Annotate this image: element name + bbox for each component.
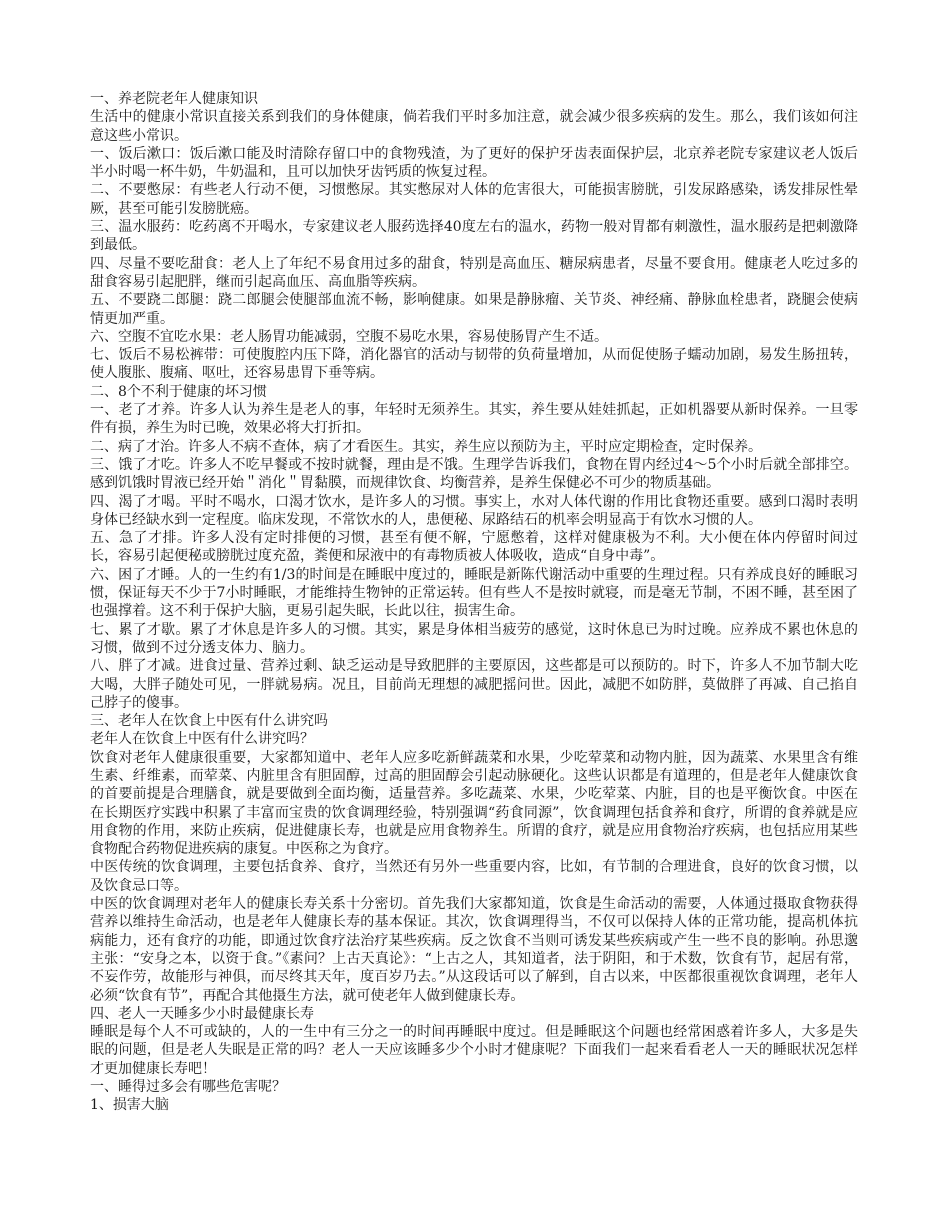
paragraph: 一、饭后漱口：饭后漱口能及时清除存留口中的食物残渣，为了更好的保护牙齿表面保护层，北京养老院专家建议老人饭后半小时喝一杯牛奶，牛奶温和，且可以加快牙齿钙质的恢复过程。 [90,145,858,181]
paragraph: 睡眠是每个人不可或缺的，人的一生中有三分之一的时间再睡眠中度过。但是睡眠这个问题也经常困惑着许多人，大多是失眠的问题，但是老人失眠是正常的吗？老人一天应该睡多少个小时才健康呢？下面我们一起来看看老人一天的睡眠状况怎样才更加健康长寿吧！ [90,1024,858,1077]
paragraph: 中医的饮食调理对老年人的健康长寿关系十分密切。首先我们大家都知道，饮食是生命活动的需要，人体通过摄取食物获得营养以维持生命活动，也是老年人健康长寿的基本保证。其次，饮食调理得当，不仅可以保持人体的正常功能，提高机体抗病能力，还有食疗的功能，即通过饮食疗法治疗某些疾病。反之饮食不当则可诱发某些疾病或产生一些不良的影响。孙思邈主张：“安身之本，以资于食。”《素问？上古天真论》：“上古之人，其知道者，法于阴阳，和于术数，饮食有节，起居有常，不妄作劳，故能形与神俱，而尽终其天年，度百岁乃去。”从这段话可以了解到，自古以来，中医都很重视饮食调理，老年人必须“饮食有节”，再配合其他摄生方法，就可使老年人做到健康长寿。 [90,896,858,1004]
section-heading: 二、8个不利于健康的坏习惯 [90,383,267,400]
section-heading: 四、老人一天睡多少小时最健康长寿 [90,1005,314,1022]
paragraph: 七、饭后不易松裤带：可使腹腔内压下降，消化器官的活动与韧带的负荷量增加，从而促使肠子蠕动加剧，易发生肠扭转，使人腹胀、腹痛、呕吐，还容易患胃下垂等病。 [90,347,858,382]
paragraph: 三、饿了才吃。许多人不吃早餐或不按时就餐，理由是不饿。生理学告诉我们，食物在胃内经过4～5个小时后就全部排空。感到饥饿时胃液已经开始＂消化＂胃黏膜，而规律饮食、均衡营养，是养生保健必不可少的物质基础。 [90,456,858,492]
paragraph: 六、困了才睡。人的一生约有1/3的时间是在睡眠中度过的，睡眠是新陈代谢活动中重要的生理过程。只有养成良好的睡眠习惯，保证每天不少于7小时睡眠，才能维持生物钟的正常运转。但有些人不是按时就寝，而是毫无节制，不困不睡，甚至困了也强撑着。这不利于保护大脑，更易引起失眠，长此以往，损害生命。 [90,566,858,620]
paragraph: 中医传统的饮食调理，主要包括食养、食疗，当然还有另外一些重要内容，比如，有节制的合理进食，良好的饮食习惯，以及饮食忌口等。 [90,859,858,894]
paragraph: 六、空腹不宜吃水果：老人肠胃功能减弱，空腹不易吃水果，容易使肠胃产生不适。 [90,328,608,345]
paragraph: 四、尽量不要吃甜食：老人上了年纪不易食用过多的甜食，特别是高血压、糖尿病患者，尽量不要食用。健康老人吃过多的甜食容易引起肥胖，继而引起高血压、高血脂等疾病。 [90,255,858,290]
document-body [90,90,858,1115]
paragraph: 五、不要跷二郎腿：跷二郎腿会使腿部血流不畅，影响健康。如果是静脉瘤、关节炎、神经痛、静脉血栓患者，跷腿会使病情更加严重。 [90,292,858,327]
paragraph: 一、老了才养。许多人认为养生是老人的事，年轻时无须养生。其实，养生要从娃娃抓起，正如机器要从新时保养。一旦零件有损，养生为时已晚，效果必将大打折扣。 [90,402,858,437]
paragraph: 老年人在饮食上中医有什么讲究吗？ [90,731,314,748]
paragraph: 七、累了才歇。累了才休息是许多人的习惯。其实，累是身体相当疲劳的感觉，这时休息已为时过晚。应养成不累也休息的习惯，做到不过分透支体力、脑力。 [90,621,858,656]
paragraph: 八、胖了才减。进食过量、营养过剩、缺乏运动是导致肥胖的主要原因，这些都是可以预防的。时下，许多人不加节制大吃大喝，大胖子随处可见，一胖就易病。况且，目前尚无理想的减肥摇问世。因此，减肥不如防胖，莫做胖了再减、自己掐自己脖子的傻事。 [90,658,858,711]
paragraph: 三、温水服药：吃药离不开喝水，专家建议老人服药选择40度左右的温水，药物一般对胃都有刺激性，温水服药是把刺激降到最低。 [90,219,858,254]
section-heading: 三、老年人在饮食上中医有什么讲究吗 [90,713,328,730]
paragraph: 四、渴了才喝。平时不喝水，口渴才饮水，是许多人的习惯。事实上，水对人体代谢的作用比食物还重要。感到口渴时表明身体已经缺水到一定程度。临床发现，不常饮水的人，患便秘、尿路结石的机率会明显高于有饮水习惯的人。 [90,493,858,528]
paragraph: 生活中的健康小常识直接关系到我们的身体健康，倘若我们平时多加注意，就会减少很多疾病的发生。那么，我们该如何注意这些小常识。 [90,109,858,144]
sub-heading: 一、睡得过多会有哪些危害呢？ [90,1079,286,1096]
section-heading: 一、养老院老年人健康知识 [90,91,258,107]
paragraph: 二、不要憋尿：有些老人行动不便，习惯憋尿。其实憋尿对人体的危害很大，可能损害膀胱，引发尿路感染，诱发排尿性晕厥，甚至可能引发膀胱癌。 [90,182,858,217]
paragraph: 二、病了才治。许多人不病不查体，病了才看医生。其实，养生应以预防为主，平时应定期检查，定时保养。 [90,438,762,455]
sub-heading: 1、损害大脑 [90,1097,169,1114]
paragraph: 五、急了才排。许多人没有定时排便的习惯，甚至有便不解，宁愿憋着，这样对健康极为不利。大小便在体内停留时间过长，容易引起便秘或膀胱过度充盈，粪便和尿液中的有毒物质被人体吸收，造成“自身中毒”。 [90,530,858,565]
paragraph: 饮食对老年人健康很重要，大家都知道中、老年人应多吃新鲜蔬菜和水果，少吃荤菜和动物内脏，因为蔬菜、水果里含有维生素、纤维素，而荤菜、内脏里含有胆固醇，过高的胆固醇会引起动脉硬化。这些认识都是有道理的，但是老年人健康饮食的首要前提是合理膳食，就是要做到全面均衡，适量营养。多吃蔬菜、水果，少吃荤菜、内脏，目的也是平衡饮食。中医在在长期医疗实践中积累了丰富而宝贵的饮食调理经验，特别强调“药食同源”，饮食调理包括食养和食疗，所谓的食养就是应用食物的作用，来防止疾病，促进健康长寿，也就是应用食物养生。所谓的食疗，就是应用食物治疗疾病，也包括应用某些食物配合药物促进疾病的康复。中医称之为食疗。 [90,749,858,858]
